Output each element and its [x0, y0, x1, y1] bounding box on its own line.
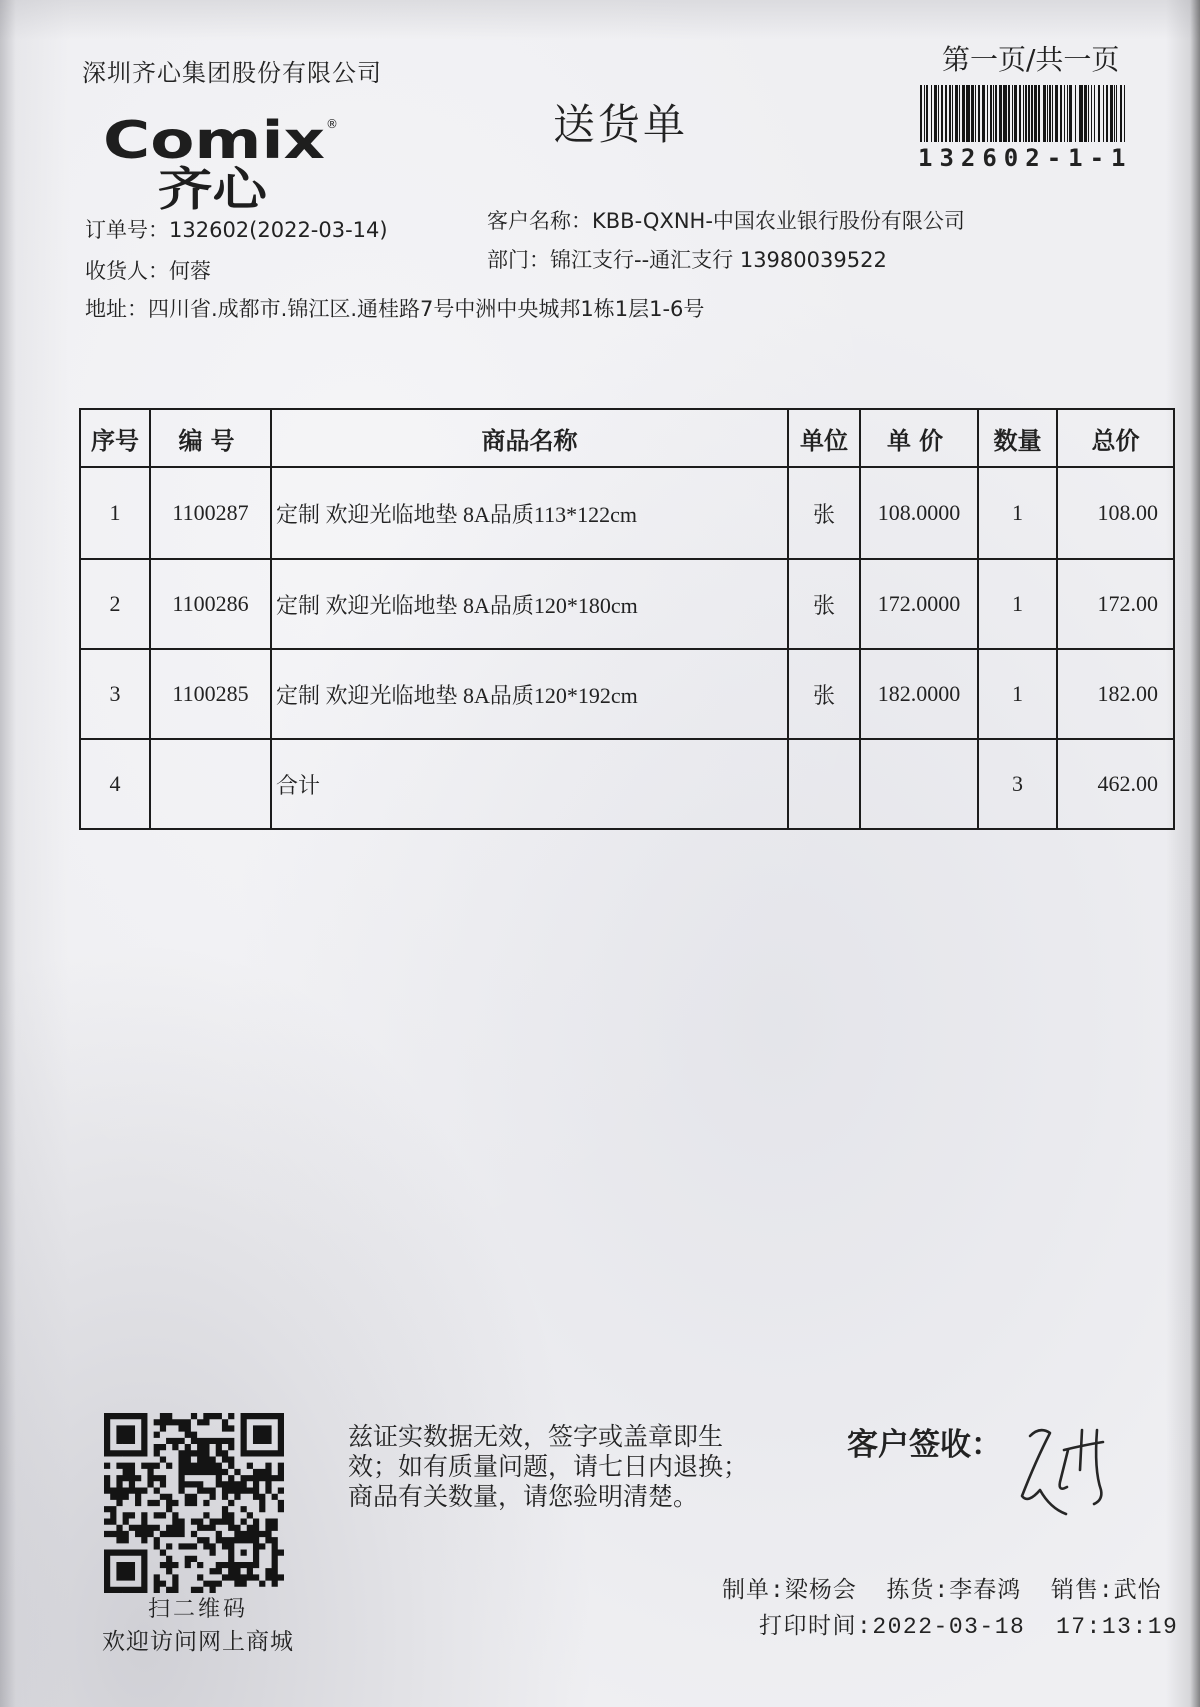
customer-signature [1010, 1420, 1110, 1530]
signature-stroke [1022, 1430, 1066, 1514]
table-cell-qty: 1 [978, 649, 1057, 739]
table-cell-unit: 张 [788, 559, 860, 649]
table-header-code: 编号 [150, 409, 271, 467]
signature-stroke [1060, 1450, 1068, 1489]
signature-stroke [1080, 1430, 1082, 1470]
footer-staff [722, 1578, 1162, 1606]
sales-value: 武怡 [1113, 1578, 1162, 1604]
table-cell-seq: 4 [80, 739, 150, 829]
customer-signature-label: 客户签收： [847, 1427, 1002, 1463]
table-header-unit: 单位 [788, 409, 860, 467]
qr-modules [104, 1413, 284, 1593]
page-info: 第一页/共一页 [942, 43, 1120, 76]
company-name: 深圳齐心集团股份有限公司 [82, 59, 382, 87]
order-number-label: 订单号： [85, 218, 169, 242]
print-time-value: 2022-03-18 17:13:19 [872, 1614, 1179, 1640]
notice-line: 兹证实数据无效，签字或盖章即生 [348, 1422, 724, 1451]
customer-name [487, 209, 965, 234]
table-cell-name: 定制 欢迎光临地垫 8A品质120*192cm [271, 649, 788, 739]
table-cell-name: 合计 [271, 739, 788, 829]
table-cell-unit [788, 739, 860, 829]
department-value: 锦江支行--通汇支行 13980039522 [550, 248, 887, 272]
qr-caption [88, 1592, 308, 1658]
department [487, 248, 887, 273]
table-header-price: 单价 [860, 409, 978, 467]
receiver-label: 收货人： [85, 259, 169, 283]
address-label: 地址： [85, 297, 148, 321]
document-title: 送货单 [553, 100, 689, 149]
prepared-by-value: 梁杨会 [784, 1578, 857, 1604]
customer-name-label: 客户名称： [487, 209, 592, 233]
barcode-number: 132602-1-1 [918, 144, 1133, 172]
logo-brand-text: Comix [103, 111, 325, 171]
table-cell-total: 182.00 [1057, 649, 1174, 739]
items-table [79, 408, 1175, 830]
customer-name-value: KBB-QXNH-中国农业银行股份有限公司 [592, 209, 965, 233]
notice-line: 效；如有质量问题，请七日内退换； [348, 1452, 749, 1481]
table-cell-price: 182.0000 [860, 649, 978, 739]
table-cell-code: 1100287 [150, 467, 271, 559]
picked-by-value: 李春鸿 [949, 1578, 1022, 1604]
qr-code [104, 1413, 284, 1593]
table-cell-name: 定制 欢迎光临地垫 8A品质113*122cm [271, 467, 788, 559]
table-header-total: 总价 [1057, 409, 1174, 467]
address [85, 297, 704, 322]
order-number-value: 132602(2022-03-14) [169, 218, 388, 242]
table-row [80, 649, 1174, 739]
table-cell-total: 172.00 [1057, 559, 1174, 649]
receiver [85, 259, 211, 284]
qr-caption-line1: 扫二维码 [147, 1596, 248, 1621]
table-cell-price [860, 739, 978, 829]
table-header-seq: 序号 [80, 409, 150, 467]
notice-line: 商品有关数量，请您验明清楚。 [348, 1482, 699, 1511]
signature-stroke [1094, 1430, 1101, 1504]
table-row [80, 559, 1174, 649]
address-value: 四川省.成都市.锦江区.通桂路7号中洲中央城邦1栋1层1-6号 [148, 297, 705, 321]
table-cell-seq: 3 [80, 649, 150, 739]
table-cell-unit: 张 [788, 649, 860, 739]
picked-by-label: 拣货: [886, 1578, 950, 1604]
order-number [85, 218, 388, 243]
barcode-bars [920, 85, 1125, 142]
table-cell-total: 462.00 [1057, 739, 1174, 829]
sales-label: 销售: [1050, 1578, 1114, 1604]
footer-print-time [759, 1614, 1178, 1642]
qr-caption-line2: 欢迎访问网上商城 [102, 1629, 294, 1654]
table-cell-code: 1100285 [150, 649, 271, 739]
table-header-name: 商品名称 [271, 409, 788, 467]
table-total-row [80, 739, 1174, 829]
notice-text [348, 1422, 748, 1512]
logo-brand-cn-text: 齐心 [158, 162, 270, 216]
table-cell-qty: 1 [978, 467, 1057, 559]
barcode [918, 85, 1129, 142]
table-cell-unit: 张 [788, 467, 860, 559]
table-cell-seq: 2 [80, 559, 150, 649]
table-cell-code [150, 739, 271, 829]
comix-logo [100, 108, 338, 216]
table-cell-price: 172.0000 [860, 559, 978, 649]
table-cell-qty: 3 [978, 739, 1057, 829]
logo-registered-mark: ® [326, 117, 338, 131]
table-row [80, 467, 1174, 559]
department-label: 部门： [487, 248, 550, 272]
table-cell-seq: 1 [80, 467, 150, 559]
table-cell-name: 定制 欢迎光临地垫 8A品质120*180cm [271, 559, 788, 649]
table-header-qty: 数量 [978, 409, 1057, 467]
print-time-label: 打印时间: [759, 1614, 873, 1640]
table-header-row [80, 409, 1174, 467]
table-cell-code: 1100286 [150, 559, 271, 649]
table-cell-total: 108.00 [1057, 467, 1174, 559]
prepared-by-label: 制单: [722, 1578, 785, 1604]
table-cell-qty: 1 [978, 559, 1057, 649]
table-cell-price: 108.0000 [860, 467, 978, 559]
receiver-value: 何蓉 [169, 259, 211, 283]
